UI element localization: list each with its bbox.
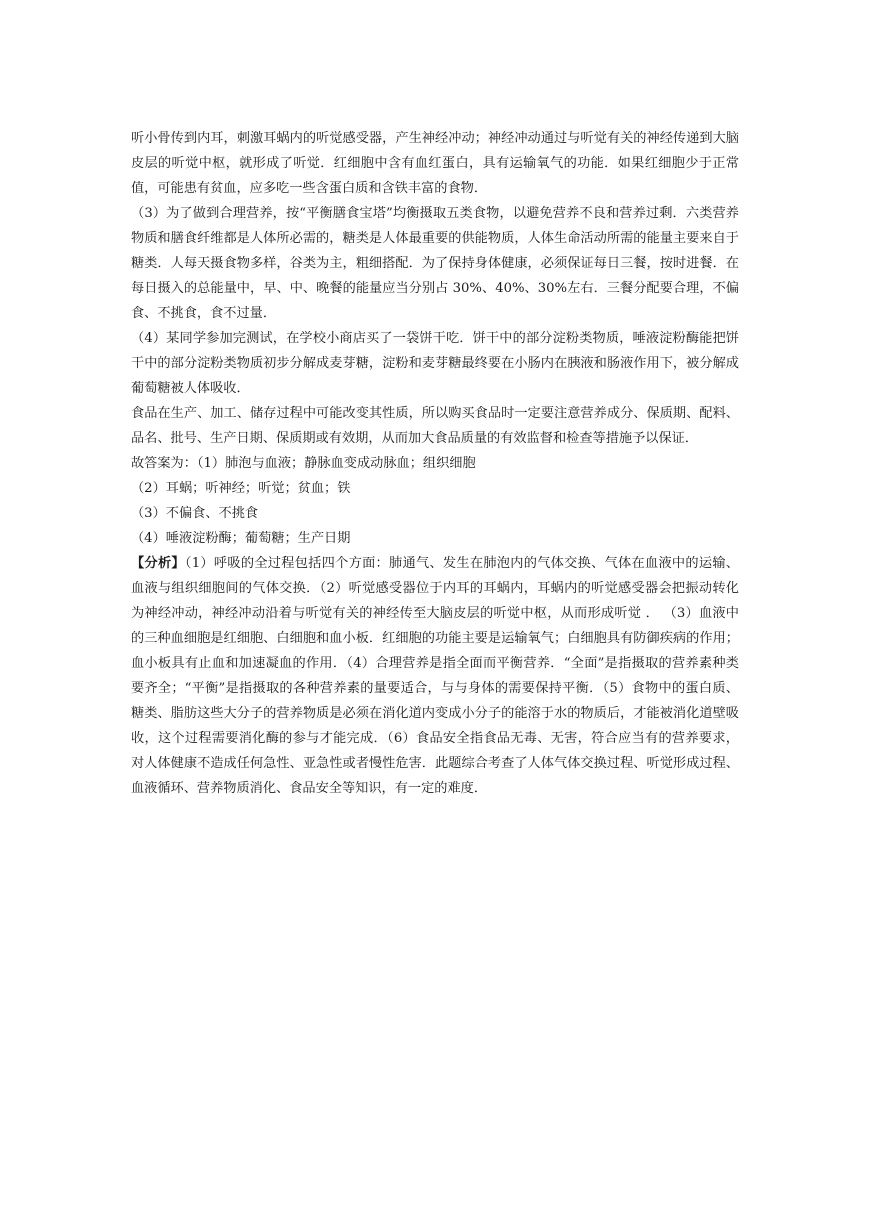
answer-line-1: 故答案为：（1）肺泡与血液；静脉血变成动脉血；组织细胞 xyxy=(131,456,476,471)
paragraph-answer-3: （3）为了做到合理营养，按“平衡膳食宝塔”均衡摄取五类食物，以避免营养不良和营养过剩．六类营养物质和膳食纤维都是人体所必需的，糖类是人体最重要的供能物质，人体生命活动所需的能量主要来自于糖类．人每天摄食物多样，谷类为主，粗细搭配．为了保持身体健康，必须保证每日三餐，按时进餐．在每日摄入的总能量中，早、中、晚餐的能量应当分别占 30%、40%、30%左右．三餐分配要合理，不偏食、不挑食，食不过量． xyxy=(131,206,739,321)
analysis-text: （1）呼吸的全过程包括四个方面：肺通气、发生在肺泡内的气体交换、气体在血液中的运输、血液与组织细胞间的气体交换．（2）听觉感受器位于内耳的耳蜗内，耳蜗内的听觉感受器会把振动转化为神经冲动，神经冲动沿着与听觉有关的神经传至大脑皮层的听觉中枢，从而形成听觉 ． （3）血液中的三种血细胞是红细胞、白细胞和血小板．红细胞的功能主要是运输氧气；白细胞具有防御疾病的作用；血小板具有止血和加速凝血的作用．（4）合理营养是指全面而平衡营养．“全面”是指摄取的营养素种类要齐全；“平衡”是指摄取的各种营养素的量要适合，与与身体的需要保持平衡．（5）食物中的蛋白质、糖类、脂肪这些大分子的营养物质是必须在消化道内变成小分子的能溶于水的物质后，才能被消化道壁吸收，这个过程需要消化酶的参与才能完成．（6）食品安全指食品无毒、无害，符合应当有的营养要求，对人体健康不造成任何急性、亚急性或者慢性危害．此题综合考查了人体气体交换过程、听觉形成过程、血液循环、营养物质消化、食品安全等知识，有一定的难度． xyxy=(131,556,739,796)
document-body xyxy=(131,126,739,801)
answer-line-3: （3）不偏食、不挑食 xyxy=(131,506,259,521)
paragraph-food-safety: 食品在生产、加工、储存过程中可能改变其性质，所以购买食品时一定要注意营养成分、保质期、配料、品名、批号、生产日期、保质期或有效期，从而加大食品质量的有效监督和检查等措施予以保证． xyxy=(131,406,739,446)
analysis-paragraph xyxy=(131,551,739,801)
answer-line-2: （2）耳蜗；听神经；听觉；贫血；铁 xyxy=(131,481,351,496)
paragraph-hearing-and-blood: 听小骨传到内耳，刺激耳蜗内的听觉感受器，产生神经冲动；神经冲动通过与听觉有关的神经传递到大脑皮层的听觉中枢，就形成了听觉．红细胞中含有血红蛋白，具有运输氧气的功能．如果红细胞少于正常值，可能患有贫血，应多吃一些含蛋白质和含铁丰富的食物． xyxy=(131,131,739,196)
paragraph-answer-4: （4）某同学参加完测试，在学校小商店买了一袋饼干吃．饼干中的部分淀粉类物质，唾液淀粉酶能把饼干中的部分淀粉类物质初步分解成麦芽糖，淀粉和麦芽糖最终要在小肠内在胰液和肠液作用下，被分解成葡萄糖被人体吸收． xyxy=(131,331,739,396)
answer-line-4: （4）唾液淀粉酶；葡萄糖；生产日期 xyxy=(131,531,351,546)
analysis-label: 【分析】 xyxy=(131,556,185,571)
